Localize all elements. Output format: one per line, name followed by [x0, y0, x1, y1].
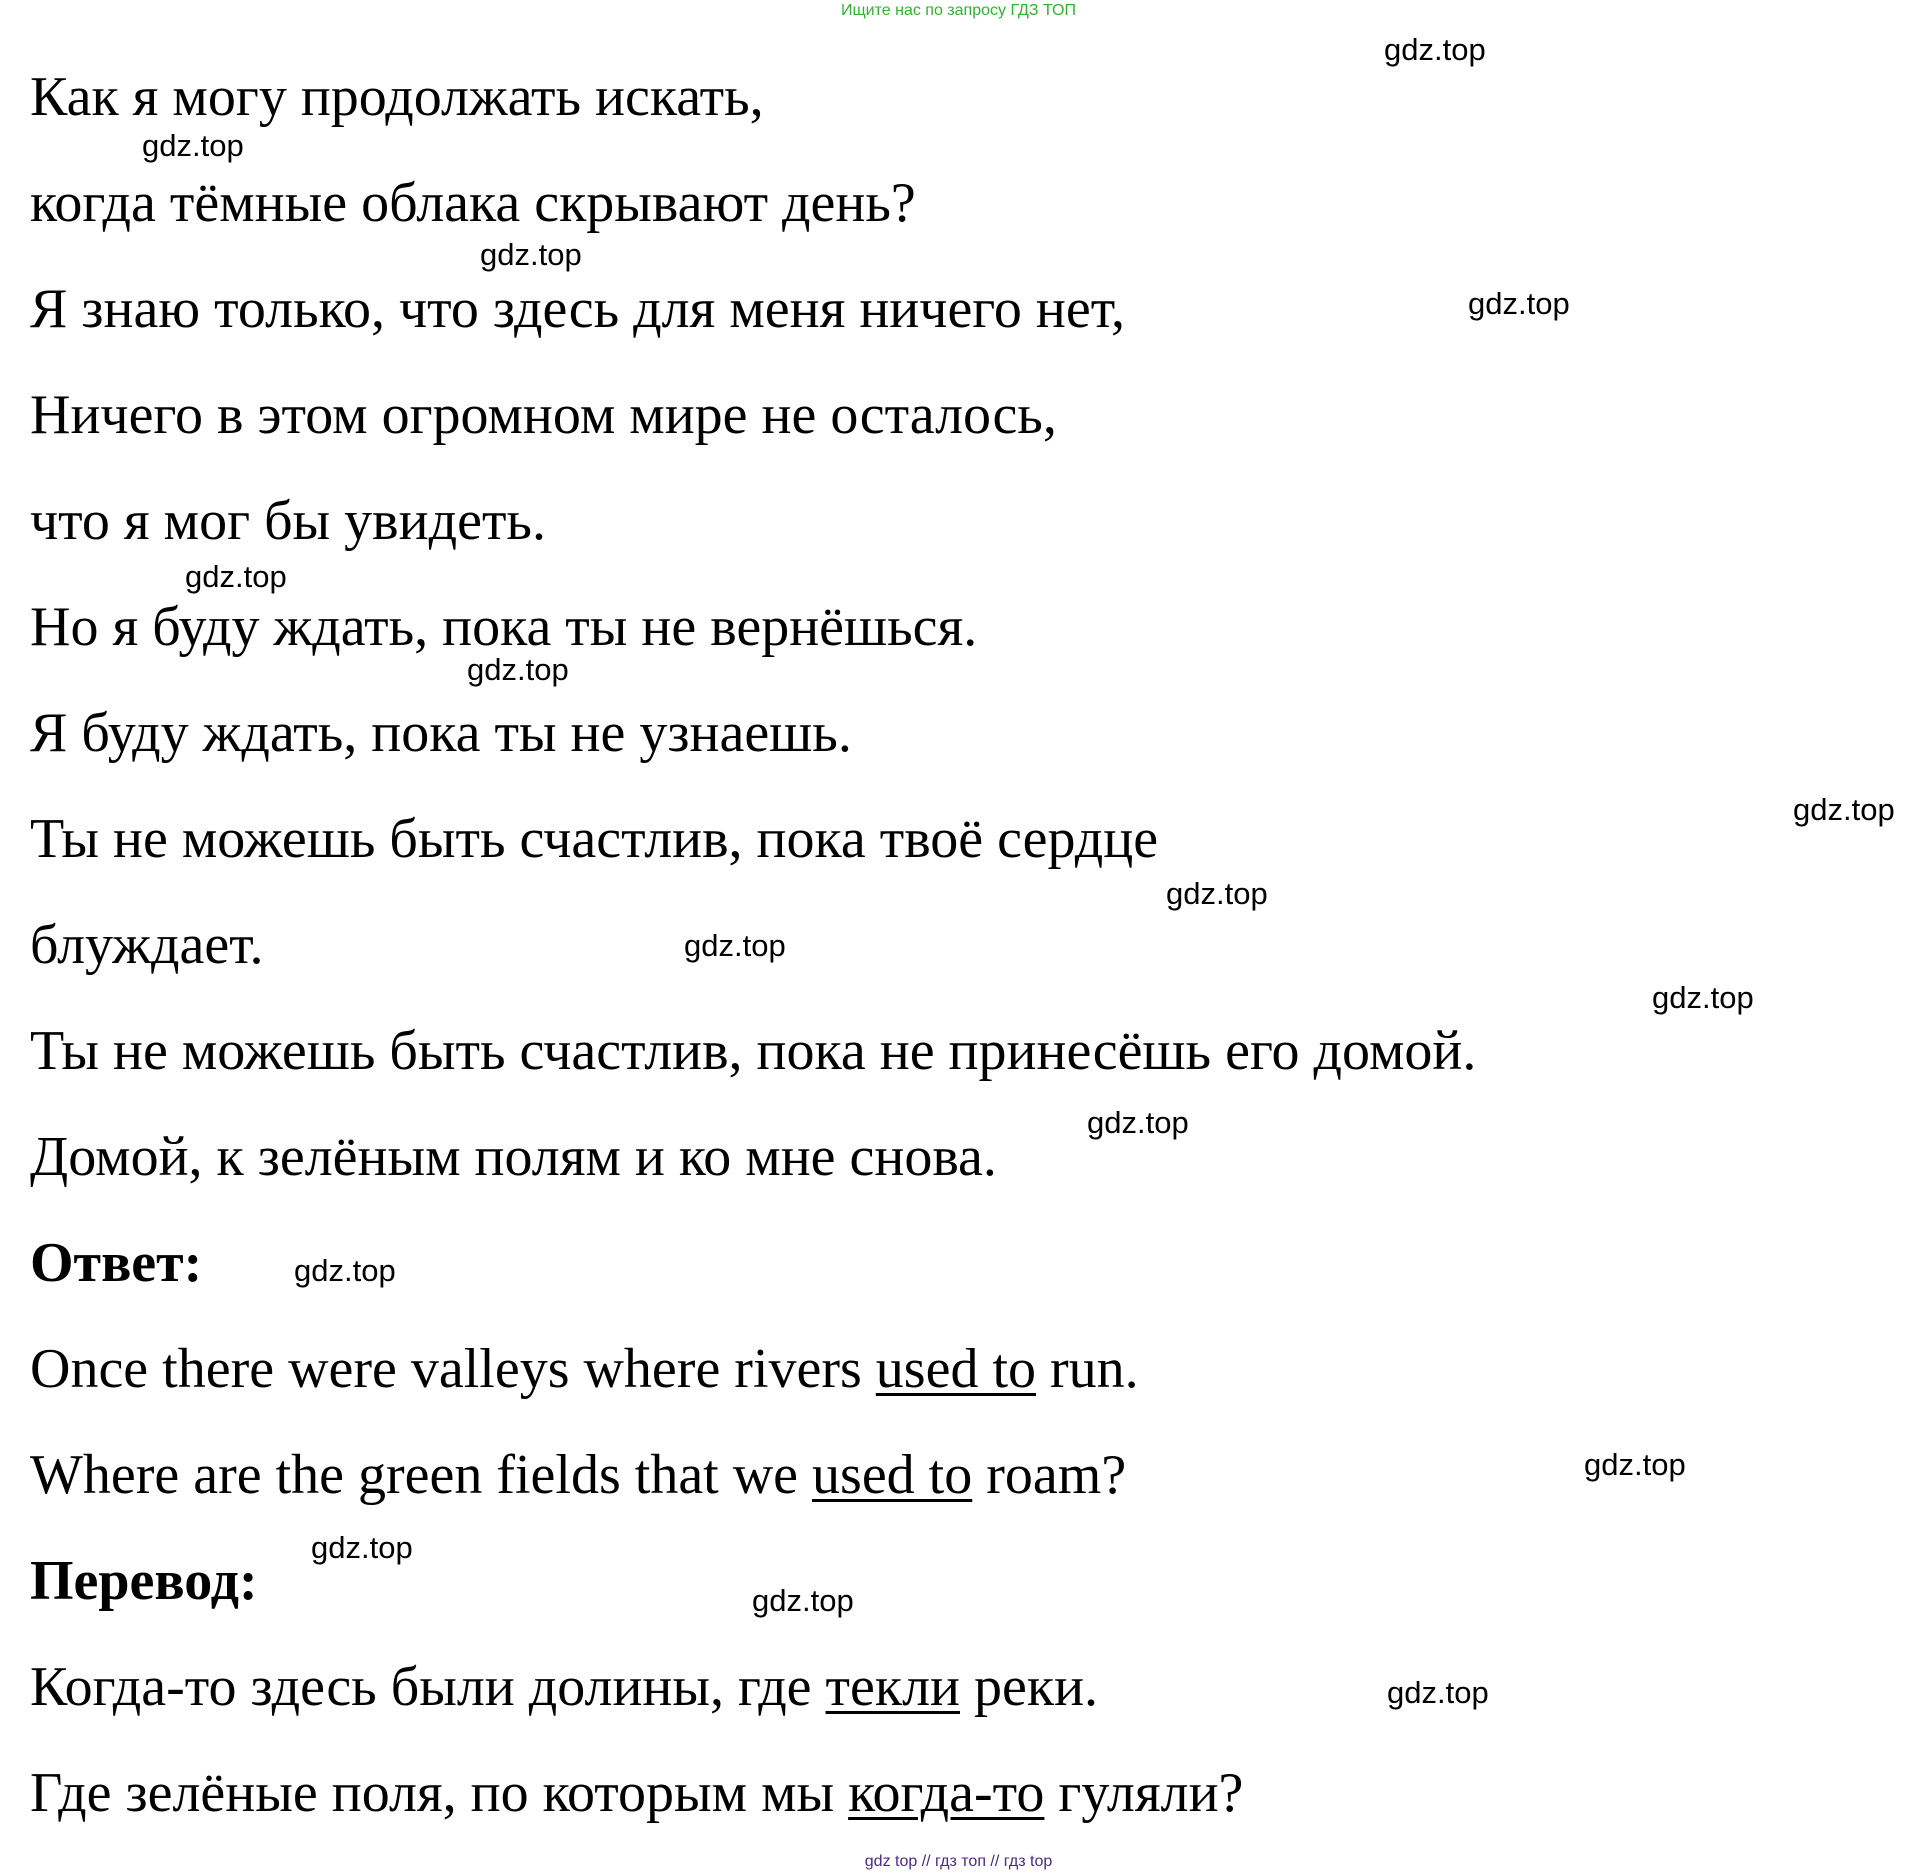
translation-line	[30, 1760, 1243, 1826]
watermark: gdz.top	[684, 928, 786, 963]
watermark: gdz.top	[185, 559, 287, 594]
translation-heading: Перевод:	[30, 1550, 258, 1612]
answer-text: Where are the green fields that we	[30, 1444, 813, 1506]
watermark: gdz.top	[142, 128, 244, 163]
watermark: gdz.top	[1087, 1105, 1189, 1140]
poem-line: Я буду ждать, пока ты не узнаешь.	[30, 702, 852, 764]
underlined-phrase: used to	[875, 1338, 1037, 1400]
answer-line	[30, 1442, 1126, 1508]
watermark: gdz.top	[480, 237, 582, 272]
watermark: gdz.top	[1468, 286, 1570, 321]
watermark: gdz.top	[1384, 32, 1486, 67]
translation-text: реки.	[960, 1656, 1099, 1718]
poem-line: блуждает.	[30, 914, 264, 976]
answer-text: Once there were valleys where rivers	[30, 1338, 876, 1400]
watermark: gdz.top	[467, 652, 569, 687]
underlined-phrase: когда-то	[848, 1762, 1045, 1824]
answer-heading: Ответ:	[30, 1232, 203, 1294]
answer-text: run.	[1036, 1338, 1139, 1400]
poem-line: Ничего в этом огромном мире не осталось,	[30, 384, 1057, 446]
poem-line: когда тёмные облака скрывают день?	[30, 172, 916, 234]
watermark: gdz.top	[294, 1253, 396, 1288]
translation-text: Где зелёные поля, по которым мы	[30, 1762, 849, 1824]
underlined-phrase: used to	[812, 1444, 973, 1506]
answer-line	[30, 1336, 1139, 1402]
poem-line: Но я буду ждать, пока ты не вернёшься.	[30, 596, 978, 658]
poem-line: что я мог бы увидеть.	[30, 490, 546, 552]
poem-line: Я знаю только, что здесь для меня ничего нет,	[30, 278, 1125, 340]
poem-line: Ты не можешь быть счастлив, пока твоё сердце	[30, 808, 1159, 870]
translation-line	[30, 1654, 1098, 1720]
watermark: gdz.top	[1584, 1447, 1686, 1482]
watermark: gdz.top	[1793, 792, 1895, 827]
watermark: gdz.top	[1652, 980, 1754, 1015]
translation-text: гуляли?	[1044, 1762, 1244, 1824]
poem-line: Домой, к зелёным полям и ко мне снова.	[30, 1126, 997, 1188]
watermark: gdz.top	[311, 1530, 413, 1565]
poem-line: Ты не можешь быть счастлив, пока не принесёшь его домой.	[30, 1020, 1477, 1082]
translation-text: Когда-то здесь были долины, где	[30, 1656, 826, 1718]
top-banner: Ищите нас по запросу ГДЗ ТОП	[841, 2, 1076, 19]
underlined-phrase: текли	[825, 1656, 960, 1718]
watermark: gdz.top	[752, 1583, 854, 1618]
poem-line: Как я могу продолжать искать,	[30, 66, 764, 128]
watermark: gdz.top	[1166, 876, 1268, 911]
answer-text: roam?	[972, 1444, 1127, 1506]
footer-watermark: gdz top // гдз топ // гдз top	[864, 1853, 1053, 1870]
watermark: gdz.top	[1387, 1675, 1489, 1710]
